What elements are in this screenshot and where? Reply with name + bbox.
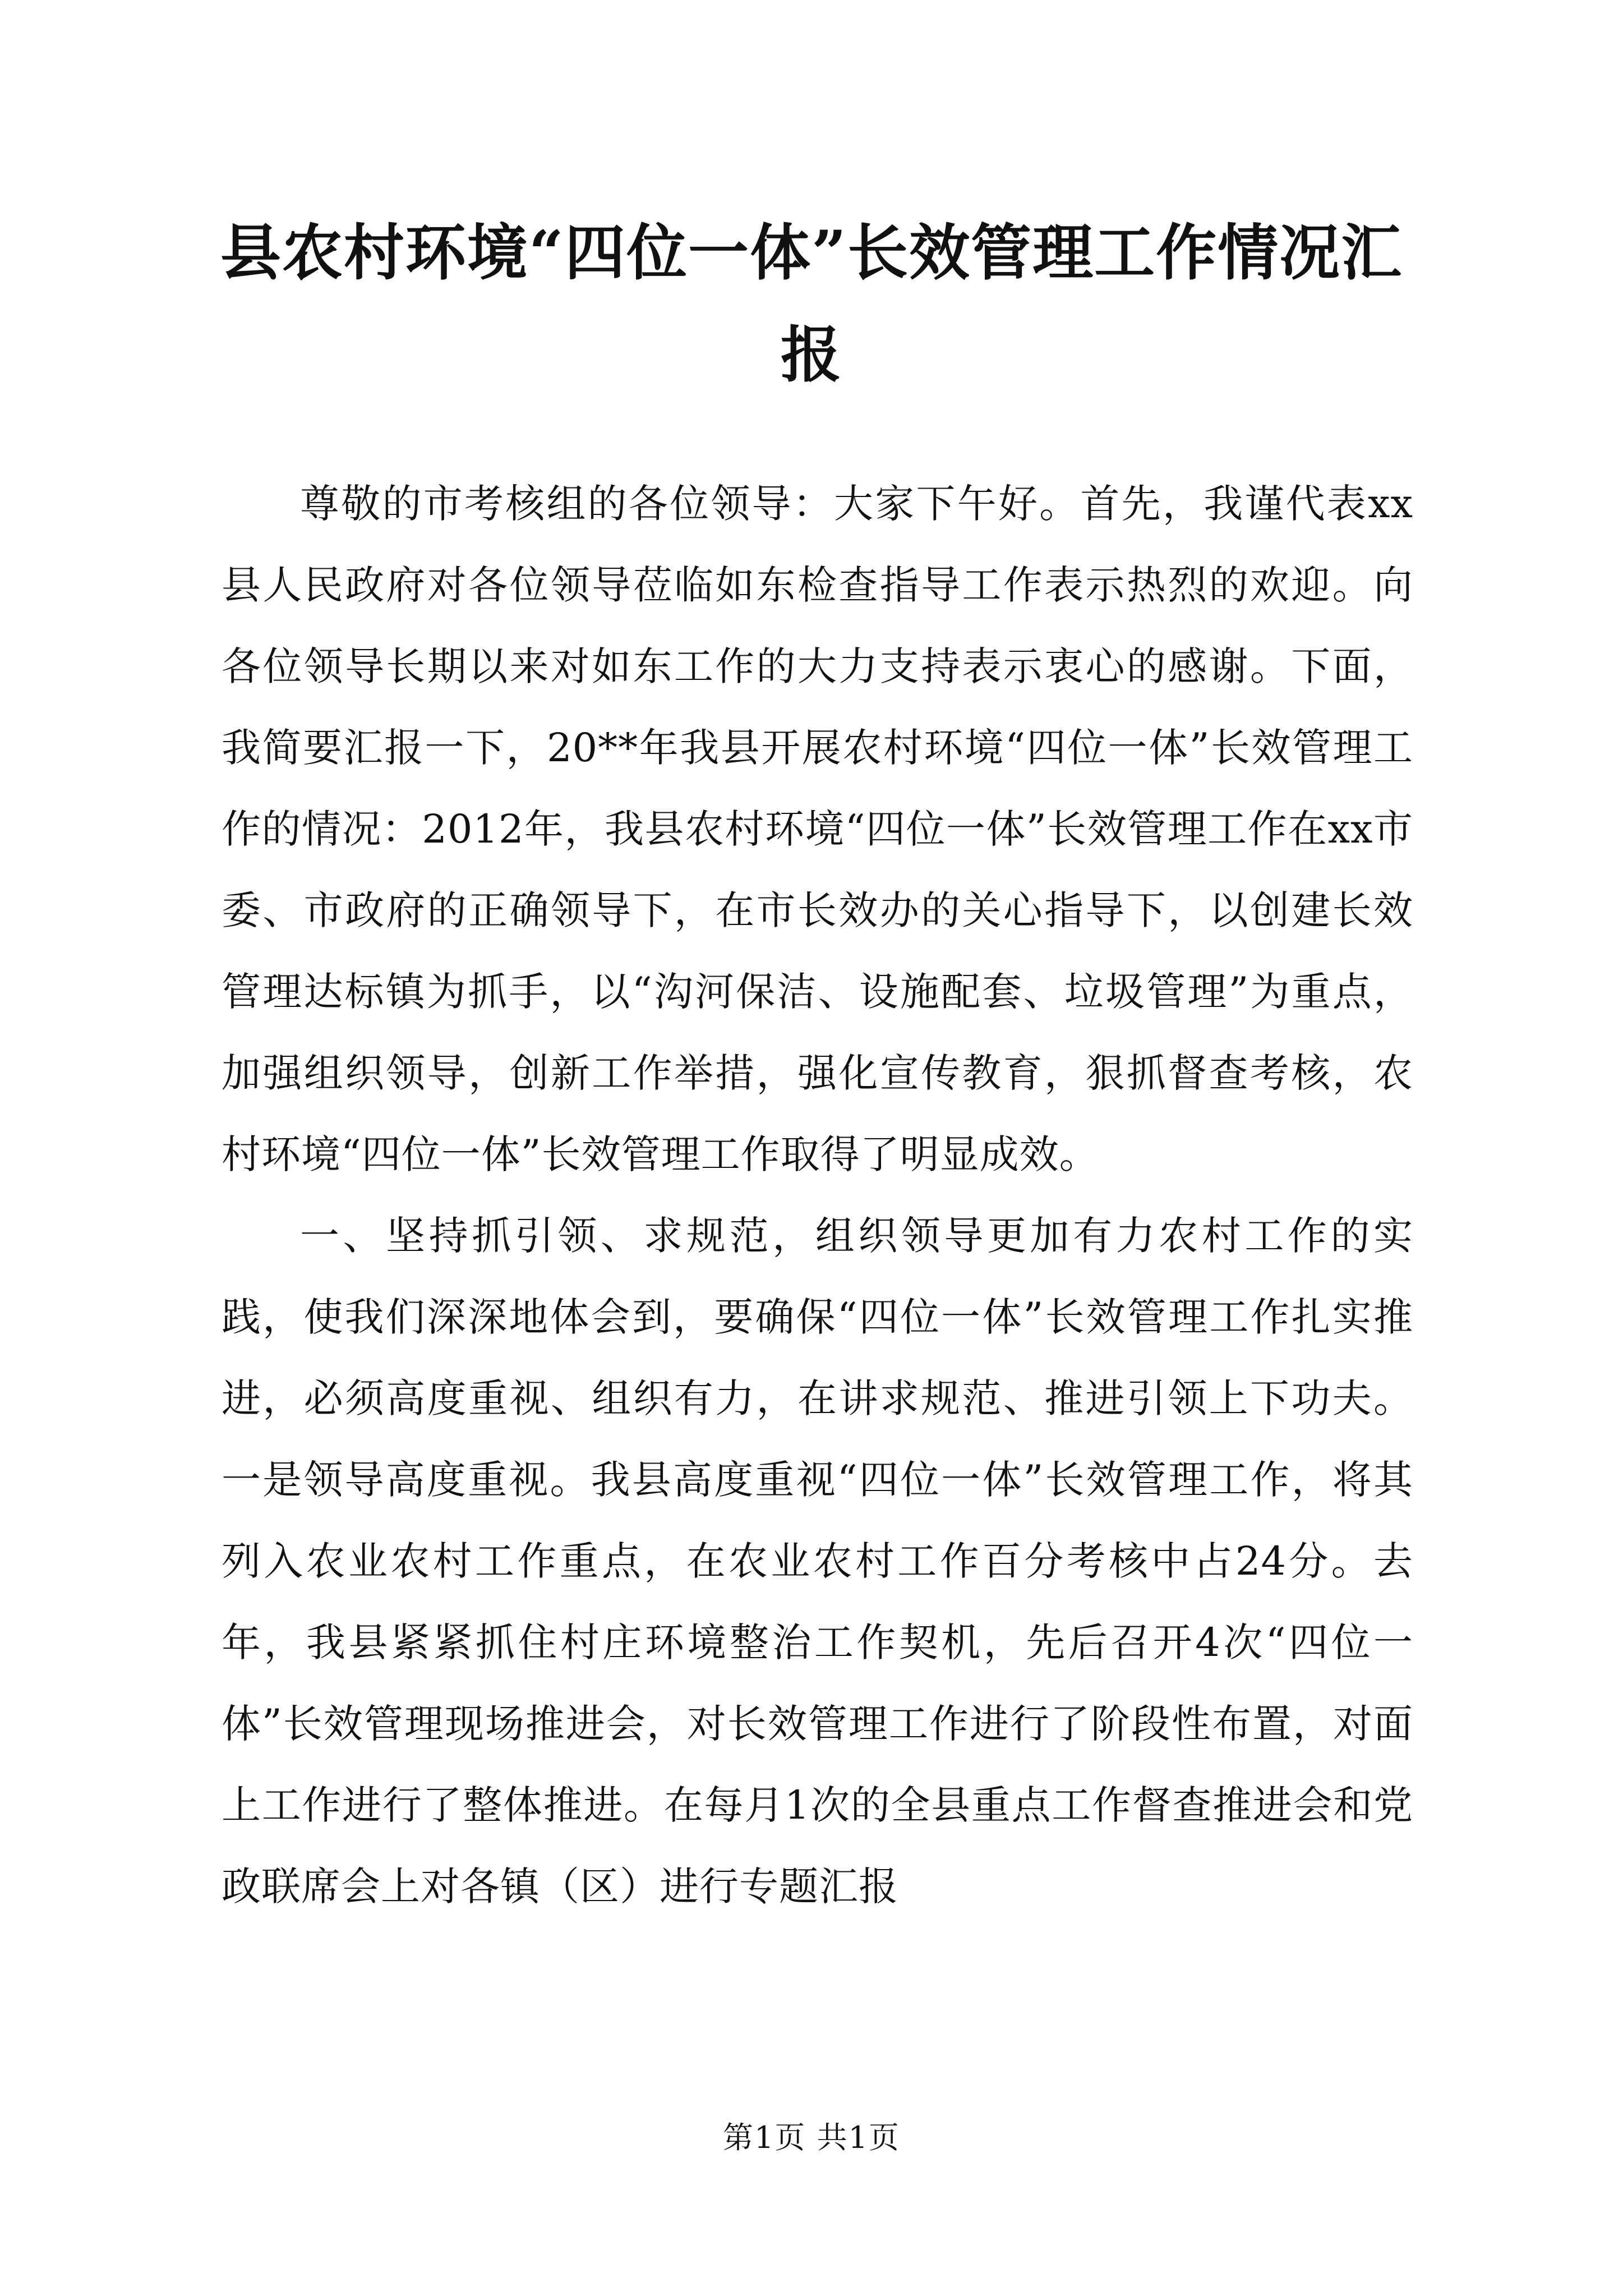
document-body [222, 463, 1413, 1927]
page-footer: 第1页 共1页 [723, 2120, 900, 2155]
document-title: 县农村环境“四位一体”长效管理工作情况汇报 [220, 218, 1403, 390]
paragraph-intro: 尊敬的市考核组的各位领导：大家下午好。首先，我谨代表xx县人民政府对各位领导莅临如东检查指导工作表示热烈的欢迎。向各位领导长期以来对如东工作的大力支持表示衷心的感谢。下面，我简要汇报一下，20**年我县开展农村环境“四位一体”长效管理工作的情况：2012年，我县农村环境“四位一体”长效管理工作在xx市委、市政府的正确领导下，在市长效办的关心指导下，以创建长效管理达标镇为抓手，以“沟河保洁、设施配套、垃圾管理”为重点，加强组织领导，创新工作举措，强化宣传教育，狠抓督查考核，农村环境“四位一体”长效管理工作取得了明显成效。 [222, 481, 1413, 1177]
paragraph-section-one: 一、坚持抓引领、求规范，组织领导更加有力农村工作的实践，使我们深深地体会到，要确保“四位一体”长效管理工作扎实推进，必须高度重视、组织有力，在讲求规范、推进引领上下功夫。一是领导高度重视。我县高度重视“四位一体”长效管理工作，将其列入农业农村工作重点，在农业农村工作百分考核中占24分。去年，我县紧紧抓住村庄环境整治工作契机，先后召开4次“四位一体”长效管理现场推进会，对长效管理工作进行了阶段性布置，对面上工作进行了整体推进。在每月1次的全县重点工作督查推进会和党政联席会上对各镇（区）进行专题汇报 [222, 1213, 1413, 1910]
